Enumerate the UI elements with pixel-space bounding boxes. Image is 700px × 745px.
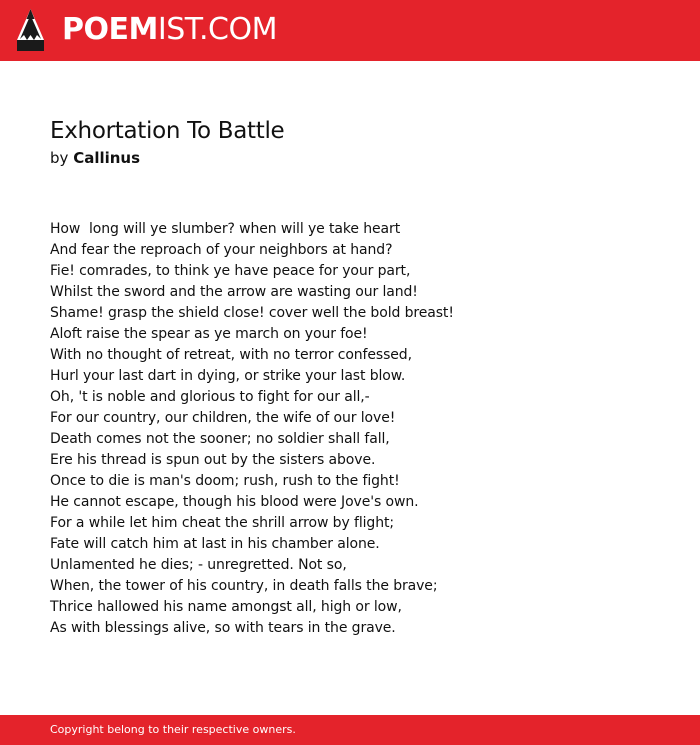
- poem-line: With no thought of retreat, with no terror confessed,: [50, 347, 412, 363]
- poem-body: [50, 219, 670, 639]
- poem-author: Callinus: [73, 149, 141, 167]
- site-logo[interactable]: [62, 12, 277, 48]
- poem-line: As with blessings alive, so with tears in the grave.: [50, 620, 396, 636]
- poem-line: Whilst the sword and the arrow are wasting our land!: [50, 284, 418, 300]
- copyright-text: Copyright belong to their respective owners.: [50, 723, 296, 736]
- logo-bold-text: POEM: [62, 12, 158, 47]
- poem-line: He cannot escape, though his blood were Jove's own.: [50, 494, 419, 510]
- poem-line: Once to die is man's doom; rush, rush to the fight!: [50, 473, 400, 489]
- logo-light-text: IST.COM: [157, 12, 277, 47]
- poem-line: Unlamented he dies; - unregretted. Not so,: [50, 557, 347, 573]
- poem-line: And fear the reproach of your neighbors at hand?: [50, 242, 393, 258]
- pencil-tip-icon[interactable]: [17, 9, 44, 51]
- poem-line: Aloft raise the spear as ye march on your foe!: [50, 326, 368, 342]
- poem-line: How long will ye slumber? when will ye take heart: [50, 221, 401, 237]
- poem-line: For our country, our children, the wife of our love!: [50, 410, 396, 426]
- poem-line: Thrice hallowed his name amongst all, high or low,: [50, 599, 402, 615]
- poem-line: Oh, 't is noble and glorious to fight for our all,-: [50, 389, 370, 405]
- poem-byline: [50, 148, 140, 168]
- poem-line: Death comes not the sooner; no soldier shall fall,: [50, 431, 390, 447]
- poem-line: For a while let him cheat the shrill arrow by flight;: [50, 515, 394, 531]
- site-footer: [0, 715, 700, 745]
- by-label: by: [50, 149, 69, 167]
- poem-line: When, the tower of his country, in death falls the brave;: [50, 578, 438, 594]
- poem-line: Shame! grasp the shield close! cover well the bold breast!: [50, 305, 454, 321]
- poem-line: Fie! comrades, to think ye have peace for your part,: [50, 263, 411, 279]
- poem-title: Exhortation To Battle: [50, 118, 285, 144]
- poem-line: Fate will catch him at last in his chamber alone.: [50, 536, 380, 552]
- poem-line: Ere his thread is spun out by the sisters above.: [50, 452, 376, 468]
- poem-line: Hurl your last dart in dying, or strike your last blow.: [50, 368, 406, 384]
- site-header: [0, 0, 700, 61]
